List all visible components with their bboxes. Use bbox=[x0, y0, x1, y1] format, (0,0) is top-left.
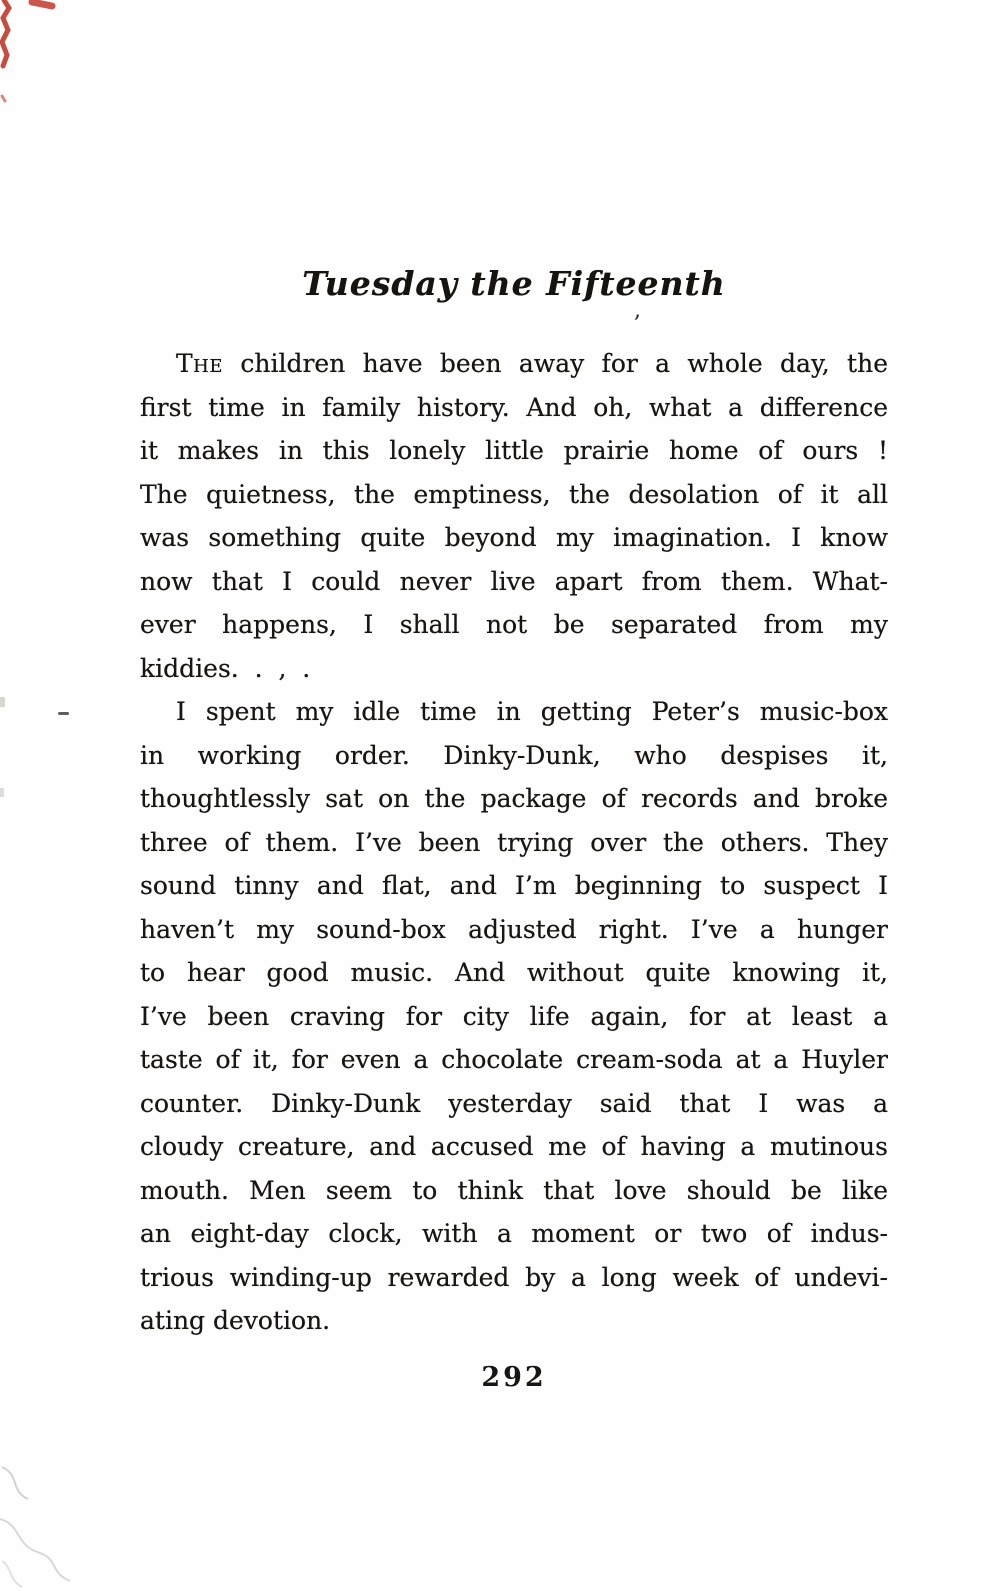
text-line: The quietness, the emptiness, the desolation of it all bbox=[140, 479, 888, 509]
text-line: it makes in this lonely little prairie home of ours ! bbox=[140, 436, 888, 465]
text-line: mouth. Men seem to think that love should be like bbox=[140, 1175, 888, 1205]
scan-artifact-pencil-squiggle bbox=[0, 1461, 90, 1591]
chapter-heading: Tuesday the Fifteenth bbox=[302, 264, 726, 303]
scan-artifact-margin-dash bbox=[58, 712, 69, 715]
text-line: cloudy creature, and accused me of having a mutinous bbox=[140, 1132, 888, 1161]
text-line: I spent my idle time in getting Peter’s music-box bbox=[176, 697, 888, 726]
text-line: kiddies. . , . bbox=[140, 653, 311, 683]
text-block bbox=[140, 342, 888, 1343]
text-line: thoughtlessly sat on the package of records and broke bbox=[140, 784, 888, 813]
scan-artifact-edge-tick bbox=[0, 697, 5, 707]
text-line: in working order. Dinky-Dunk, who despises it, bbox=[140, 740, 888, 770]
text-line: three of them. I’ve been trying over the others. They bbox=[140, 827, 888, 857]
paragraph bbox=[140, 690, 888, 1343]
text-line: I’ve been craving for city life again, for at least a bbox=[140, 1001, 888, 1031]
text-line: The children have been away for a whole day, the bbox=[176, 349, 888, 378]
paragraph bbox=[140, 342, 888, 690]
page-number: 292 bbox=[481, 1362, 547, 1393]
text-line: first time in family history. And oh, what a difference bbox=[140, 392, 888, 422]
scan-artifact-red-corner bbox=[0, 0, 70, 120]
text-line: taste of it, for even a chocolate cream-soda at a Huyler bbox=[140, 1045, 888, 1074]
text-line: trious winding-up rewarded by a long week of undevi- bbox=[140, 1262, 888, 1292]
text-line: sound tinny and flat, and I’m beginning to suspect I bbox=[140, 871, 888, 900]
text-line: to hear good music. And without quite knowing it, bbox=[140, 958, 888, 987]
text-line: now that I could never live apart from them. What- bbox=[140, 566, 888, 596]
small-caps-lead-word: The bbox=[176, 349, 224, 378]
scan-artifact-heading-comma: , bbox=[634, 298, 641, 323]
text-line: an eight-day clock, with a moment or two of indus- bbox=[140, 1219, 888, 1248]
text-line: ating devotion. bbox=[140, 1306, 331, 1335]
scan-artifact-edge-tick bbox=[0, 788, 4, 797]
text-line: counter. Dinky-Dunk yesterday said that I was a bbox=[140, 1088, 888, 1118]
text-line: was something quite beyond my imagination. I know bbox=[140, 523, 888, 552]
text-line: haven’t my sound-box adjusted right. I’ve a hunger bbox=[140, 914, 888, 944]
text-line: ever happens, I shall not be separated from my bbox=[140, 610, 888, 639]
